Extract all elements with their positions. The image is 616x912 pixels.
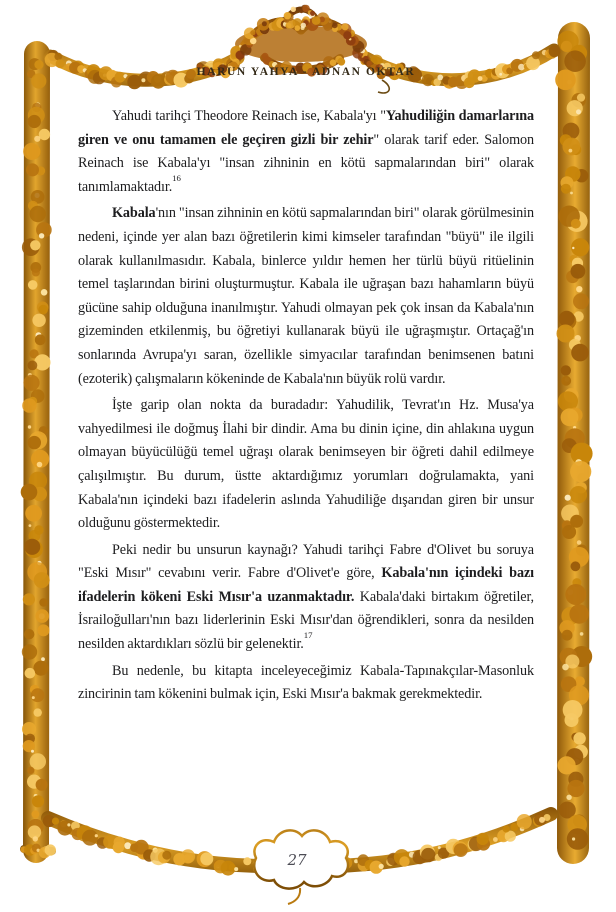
footnote-reference: 17 xyxy=(303,629,313,640)
right-border-ornament xyxy=(555,31,592,850)
text-segment: İşte garip olan nokta da buradadır: Yahudilik, Tevrat'ın Hz. Musa'ya vahyedilmesi ile doğmuş İlahi bir dindir. Ama bu dinin içine, din ahlakına uygun olmayan büyücülüğü temel uğraşı olarak benimseyen bir öğreti dahil edilmeye çalışılmıştır. Bu durum, üstte aktardığımız yorumları doğrulamakta, yani Kabala'nın içindeki bazı ifadelerin aslında Yahudiliğe dışarıdan giren bir unsur olduğunu göstermektedir. xyxy=(78,397,534,532)
text-segment: " olarak tarif eder. Salomon Reinach ise Kabala'yı "insan zihninin en kötü sapmalarından biri" olarak tanımlamaktadır. xyxy=(78,131,534,195)
footnote-reference: 16 xyxy=(172,172,181,183)
paragraph xyxy=(78,539,534,657)
header-flourish xyxy=(378,80,389,93)
body-text xyxy=(78,105,534,710)
paragraph xyxy=(78,660,534,707)
text-segment: 'nın "insan zihninin en kötü sapmalarından biri" olarak görülmesinin nedeni, içinde yer alan bazı öğretilerin kimi kimseler tarafından "büyü" ile ilgili olarak kullanılmasıdır. Kabala, binlerce yıldır hemen her türlü büyü ritüelinin temel taşlarından birini oluşturmuştur. Kabala ile uğraşan bazı hahamların büyü gücüne sahip olduğuna inanılmıştır. Yahudi olmayan pek çok insan da Kabala'nın gizeminden etkilenmiş, bu öğretiyi kullanarak büyü ile uğraşmıştır. Ortaçağ'ın sonlarında Avrupa'yı saran, özellikle simyacılar tarafından benimsenen batıni (ezoterik) çalışmaların kökeninde de Kabala'nın büyük rolü vardır. xyxy=(78,205,534,387)
paragraph xyxy=(78,202,534,391)
top-crest-ornament xyxy=(197,5,404,93)
text-segment: Kabala xyxy=(112,205,156,222)
text-segment: Kabala'daki birtakım öğretiler, İsrailoğulları'nın bazı liderlerinin Eski Mısır'dan öğrendikleri, sonra da nesilden nesilden aktardıkları sözlü bir gelenektir. xyxy=(78,588,534,653)
paragraph xyxy=(78,105,534,199)
paragraph xyxy=(78,394,534,536)
text-segment: Kabala'nın içindeki bazı ifadelerin kökeni Eski Mısır'a uzanmaktadır. xyxy=(78,565,534,605)
page-number: 27 xyxy=(287,851,307,869)
text-segment: Yahudi tarihçi Theodore Reinach ise, Kabala'yı " xyxy=(112,108,386,124)
cartouche-tail xyxy=(288,888,300,904)
left-border-ornament xyxy=(20,54,56,858)
text-segment: Peki nedir bu unsurun kaynağı? Yahudi tarihçi Fabre d'Olivet bu soruya "Eski Mısır" cevabını verir. Fabre d'Olivet'e göre, xyxy=(78,541,534,582)
text-segment: Bu nedenle, bu kitapta inceleyeceğimiz Kabala-Tapınakçılar-Masonluk zincirinin tam kökenini bulmak için, Eski Mısır'a bakmak gerekmektedir. xyxy=(78,662,534,703)
running-header: HARUN YAHYA - ADNAN OKTAR xyxy=(196,66,416,78)
text-segment: Yahudiliğin damarlarına giren ve onu tamamen ele geçiren gizli bir zehir xyxy=(78,108,535,148)
